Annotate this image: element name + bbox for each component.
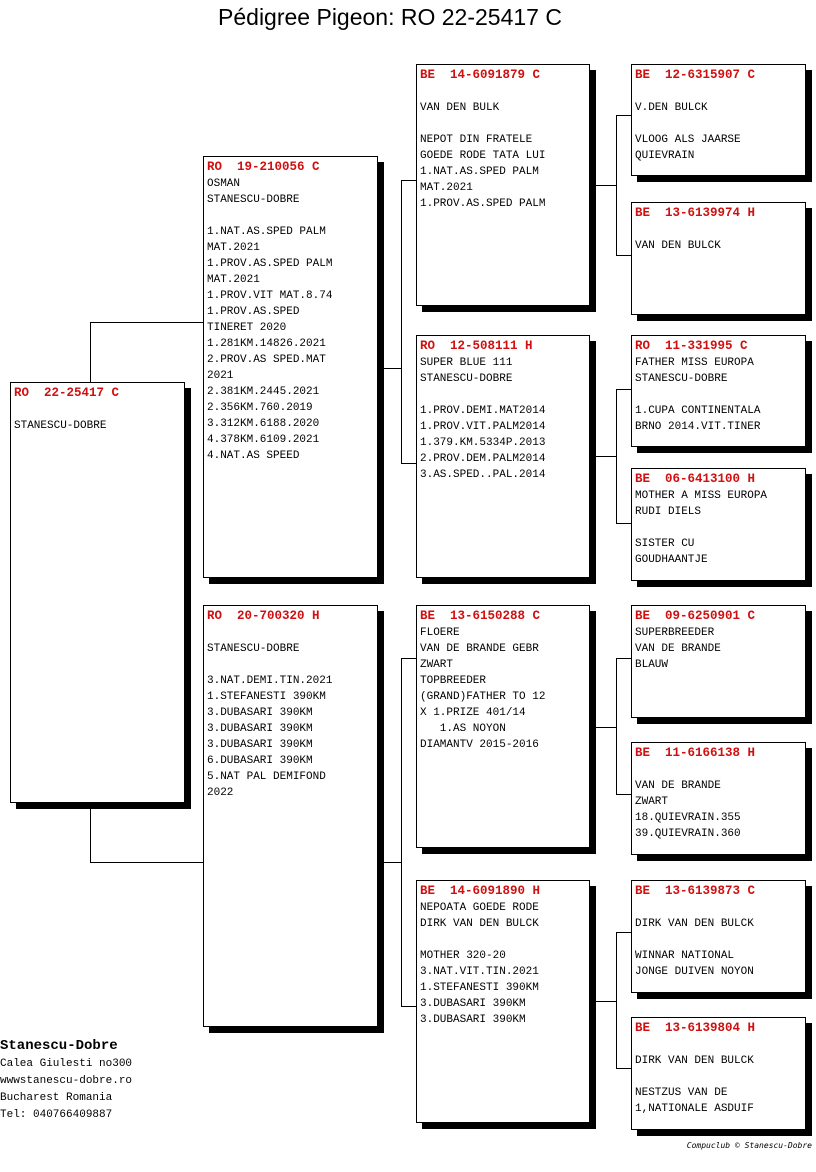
footer-credit: Compuclub © Stanescu-Dobre bbox=[686, 1141, 812, 1150]
ring-number: RO 12-508111 H bbox=[420, 339, 533, 353]
info-line: 6.DUBASARI 390KM bbox=[207, 755, 313, 767]
pigeon-info bbox=[635, 355, 802, 435]
info-line: VAN DEN BULK bbox=[420, 102, 500, 114]
info-line bbox=[14, 402, 181, 418]
info-line: NEPOT DIN FRATELE bbox=[420, 134, 533, 146]
page-title: Pédigree Pigeon: RO 22-25417 C bbox=[218, 4, 562, 30]
info-line bbox=[635, 932, 802, 948]
pigeon-card-sdd[interactable] bbox=[631, 468, 806, 581]
connector bbox=[616, 115, 617, 256]
pigeon-info bbox=[635, 625, 802, 673]
info-line: VAN DE BRANDE bbox=[635, 643, 721, 655]
info-line: MAT.2021 bbox=[207, 274, 260, 286]
info-line: 5.NAT PAL DEMIFOND bbox=[207, 771, 326, 783]
info-line: 1.NAT.AS.SPED PALM bbox=[420, 166, 539, 178]
pigeon-card-dam-sire[interactable] bbox=[416, 605, 590, 848]
info-line: VAN DE BRANDE GEBR bbox=[420, 643, 539, 655]
info-line: NEPOATA GOEDE RODE bbox=[420, 902, 539, 914]
info-line: 1.PROV.AS.SPED PALM bbox=[207, 258, 333, 270]
connector bbox=[616, 389, 632, 390]
info-line: 2.PROV.DEM.PALM2014 bbox=[420, 453, 546, 465]
info-line: (GRAND)FATHER TO 12 bbox=[420, 691, 546, 703]
info-line: 1.STEFANESTI 390KM bbox=[420, 982, 539, 994]
info-line: 1.PROV.VIT.PALM2014 bbox=[420, 421, 546, 433]
pigeon-info bbox=[635, 900, 802, 980]
info-line: 3.DUBASARI 390KM bbox=[207, 739, 313, 751]
info-line: 1.AS NOYON bbox=[420, 723, 506, 735]
info-line: SUPER BLUE 111 bbox=[420, 357, 513, 369]
info-line bbox=[635, 222, 802, 238]
info-line: 1.NAT.AS.SPED PALM bbox=[207, 226, 326, 238]
pigeon-info bbox=[635, 222, 802, 254]
pigeon-info bbox=[635, 1037, 802, 1117]
ring-number: RO 22-25417 C bbox=[14, 386, 120, 400]
info-line: GOEDE RODE TATA LUI bbox=[420, 150, 546, 162]
connector bbox=[401, 1006, 417, 1007]
info-line: STANESCU-DOBRE bbox=[635, 373, 728, 385]
breeder-name: Stanescu-Dobre bbox=[0, 1038, 118, 1054]
info-line bbox=[635, 900, 802, 916]
ring-number: BE 13-6139804 H bbox=[635, 1021, 756, 1035]
info-line: SUPERBREEDER bbox=[635, 627, 715, 639]
connector bbox=[90, 322, 91, 384]
pigeon-card-sire-dam[interactable] bbox=[416, 335, 590, 578]
info-line: 1.PROV.AS.SPED PALM bbox=[420, 198, 546, 210]
pigeon-card-ddd[interactable] bbox=[631, 1017, 806, 1130]
pigeon-card-dam[interactable] bbox=[203, 605, 378, 1027]
info-line bbox=[635, 84, 802, 100]
pigeon-card-subject[interactable] bbox=[10, 382, 185, 803]
pigeon-card-sss[interactable] bbox=[631, 64, 806, 176]
info-line: 1,NATIONALE ASDUIF bbox=[635, 1103, 754, 1115]
info-line bbox=[635, 116, 802, 132]
connector bbox=[616, 523, 632, 524]
breeder-address: Calea Giulesti no300 bbox=[0, 1058, 133, 1070]
info-line: BRNO 2014.VIT.TINER bbox=[635, 421, 761, 433]
ring-number: BE 13-6139974 H bbox=[635, 206, 756, 220]
info-line bbox=[635, 762, 802, 778]
info-line: 1.PROV.AS.SPED bbox=[207, 306, 300, 318]
info-line: 1.281KM.14826.2021 bbox=[207, 338, 326, 350]
info-line: 1.CUPA CONTINENTALA bbox=[635, 405, 761, 417]
pigeon-info bbox=[420, 900, 586, 1028]
ring-number: BE 06-6413100 H bbox=[635, 472, 756, 486]
info-line: MOTHER 320-20 bbox=[420, 950, 506, 962]
pigeon-info bbox=[635, 762, 802, 842]
ring-number: BE 13-6150288 C bbox=[420, 609, 541, 623]
connector bbox=[90, 802, 91, 863]
pigeon-info bbox=[420, 84, 586, 212]
info-line: 4.NAT.AS SPEED bbox=[207, 450, 300, 462]
info-line: MAT.2021 bbox=[207, 242, 260, 254]
info-line: STANESCU-DOBRE bbox=[14, 420, 107, 432]
info-line: 3.NAT.DEMI.TIN.2021 bbox=[207, 675, 333, 687]
info-line: 4.378KM.6109.2021 bbox=[207, 434, 320, 446]
info-line: ZWART bbox=[635, 796, 669, 808]
info-line: STANESCU-DOBRE bbox=[420, 373, 513, 385]
connector bbox=[616, 932, 617, 1069]
connector bbox=[616, 255, 632, 256]
info-line: 39.QUIEVRAIN.360 bbox=[635, 828, 741, 840]
breeder-website: wwwstanescu-dobre.ro bbox=[0, 1075, 133, 1087]
info-line: GOUDHAANTJE bbox=[635, 554, 708, 566]
breeder-city: Bucharest Romania bbox=[0, 1092, 113, 1104]
connector bbox=[616, 1068, 632, 1069]
connector bbox=[401, 180, 417, 181]
info-line: 3.312KM.6188.2020 bbox=[207, 418, 320, 430]
pigeon-info bbox=[420, 625, 586, 753]
connector bbox=[589, 1001, 616, 1002]
info-line bbox=[207, 625, 374, 641]
info-line bbox=[635, 520, 802, 536]
connector bbox=[401, 658, 417, 659]
connector bbox=[401, 658, 402, 1007]
info-line: X 1.PRIZE 401/14 bbox=[420, 707, 526, 719]
info-line: 1.STEFANESTI 390KM bbox=[207, 691, 326, 703]
info-line: DIRK VAN DEN BULCK bbox=[420, 918, 539, 930]
info-line: 3.AS.SPED..PAL.2014 bbox=[420, 469, 546, 481]
info-line: 2.381KM.2445.2021 bbox=[207, 386, 320, 398]
ring-number: BE 11-6166138 H bbox=[635, 746, 756, 760]
connector bbox=[616, 658, 632, 659]
breeder-info bbox=[0, 1036, 132, 1124]
info-line: QUIEVRAIN bbox=[635, 150, 695, 162]
connector bbox=[589, 185, 616, 186]
connector bbox=[616, 115, 632, 116]
pigeon-info bbox=[207, 625, 374, 801]
pigeon-card-dam-dam[interactable] bbox=[416, 880, 590, 1123]
info-line: RUDI DIELS bbox=[635, 506, 702, 518]
info-line: VLOOG ALS JAARSE bbox=[635, 134, 741, 146]
connector bbox=[90, 862, 205, 863]
pigeon-card-sire[interactable] bbox=[203, 156, 378, 578]
info-line: NESTZUS VAN DE bbox=[635, 1087, 728, 1099]
info-line: 1.PROV.DEMI.MAT2014 bbox=[420, 405, 546, 417]
info-line: 2.356KM.760.2019 bbox=[207, 402, 313, 414]
pigeon-card-dss[interactable] bbox=[631, 605, 806, 718]
connector bbox=[401, 180, 402, 464]
pigeon-info bbox=[635, 84, 802, 164]
pigeon-info bbox=[420, 355, 586, 483]
ring-number: BE 09-6250901 C bbox=[635, 609, 756, 623]
info-line: 3.DUBASARI 390KM bbox=[207, 707, 313, 719]
info-line bbox=[420, 116, 586, 132]
info-line: TINERET 2020 bbox=[207, 322, 287, 334]
connector bbox=[589, 456, 616, 457]
info-line: 3.DUBASARI 390KM bbox=[207, 723, 313, 735]
info-line: STANESCU-DOBRE bbox=[207, 194, 300, 206]
info-line bbox=[635, 1037, 802, 1053]
info-line bbox=[420, 387, 586, 403]
ring-number: RO 19-210056 C bbox=[207, 160, 320, 174]
info-line bbox=[420, 932, 586, 948]
ring-number: RO 11-331995 C bbox=[635, 339, 748, 353]
info-line: VAN DEN BULCK bbox=[635, 240, 721, 252]
connector bbox=[616, 794, 632, 795]
info-line: 1.379.KM.5334P.2013 bbox=[420, 437, 546, 449]
info-line: 3.DUBASARI 390KM bbox=[420, 1014, 526, 1026]
pigeon-info bbox=[207, 176, 374, 464]
pigeon-info bbox=[635, 488, 802, 568]
pigeon-card-dds[interactable] bbox=[631, 880, 806, 993]
pigeon-card-sds[interactable] bbox=[631, 335, 806, 447]
ring-number: RO 20-700320 H bbox=[207, 609, 320, 623]
info-line: BLAUW bbox=[635, 659, 669, 671]
info-line: JONGE DUIVEN NOYON bbox=[635, 966, 754, 978]
connector bbox=[616, 389, 617, 524]
ring-number: BE 14-6091890 H bbox=[420, 884, 541, 898]
info-line: DIRK VAN DEN BULCK bbox=[635, 918, 754, 930]
info-line: V.DEN BULCK bbox=[635, 102, 708, 114]
info-line: DIRK VAN DEN BULCK bbox=[635, 1055, 754, 1067]
connector bbox=[377, 368, 401, 369]
info-line: 18.QUIEVRAIN.355 bbox=[635, 812, 741, 824]
info-line: ZWART bbox=[420, 659, 454, 671]
pigeon-card-dsd[interactable] bbox=[631, 742, 806, 855]
connector bbox=[589, 727, 616, 728]
info-line bbox=[207, 208, 374, 224]
ring-number: BE 13-6139873 C bbox=[635, 884, 756, 898]
ring-number: BE 14-6091879 C bbox=[420, 68, 541, 82]
info-line bbox=[420, 84, 586, 100]
info-line: 2021 bbox=[207, 370, 234, 382]
info-line bbox=[635, 387, 802, 403]
info-line: 3.NAT.VIT.TIN.2021 bbox=[420, 966, 539, 978]
info-line: MOTHER A MISS EUROPA bbox=[635, 490, 768, 502]
pigeon-card-sire-sire[interactable] bbox=[416, 64, 590, 306]
info-line bbox=[635, 1069, 802, 1085]
info-line: DIAMANTV 2015-2016 bbox=[420, 739, 539, 751]
info-line: 2.PROV.AS SPED.MAT bbox=[207, 354, 326, 366]
info-line: FLOERE bbox=[420, 627, 460, 639]
pigeon-info bbox=[14, 402, 181, 434]
info-line: FATHER MISS EUROPA bbox=[635, 357, 754, 369]
ring-number: BE 12-6315907 C bbox=[635, 68, 756, 82]
pigeon-card-ssd[interactable] bbox=[631, 202, 806, 315]
breeder-phone: Tel: 040766409887 bbox=[0, 1109, 113, 1121]
info-line: VAN DE BRANDE bbox=[635, 780, 721, 792]
info-line: 3.DUBASARI 390KM bbox=[420, 998, 526, 1010]
info-line: 2022 bbox=[207, 787, 234, 799]
info-line: OSMAN bbox=[207, 178, 241, 190]
info-line: SISTER CU bbox=[635, 538, 695, 550]
info-line: 1.PROV.VIT MAT.8.74 bbox=[207, 290, 333, 302]
info-line: TOPBREEDER bbox=[420, 675, 487, 687]
connector bbox=[616, 932, 632, 933]
connector bbox=[90, 322, 205, 323]
connector bbox=[616, 658, 617, 795]
info-line bbox=[207, 657, 374, 673]
info-line: WINNAR NATIONAL bbox=[635, 950, 735, 962]
connector bbox=[377, 862, 401, 863]
info-line: STANESCU-DOBRE bbox=[207, 643, 300, 655]
connector bbox=[401, 463, 417, 464]
info-line: MAT.2021 bbox=[420, 182, 473, 194]
